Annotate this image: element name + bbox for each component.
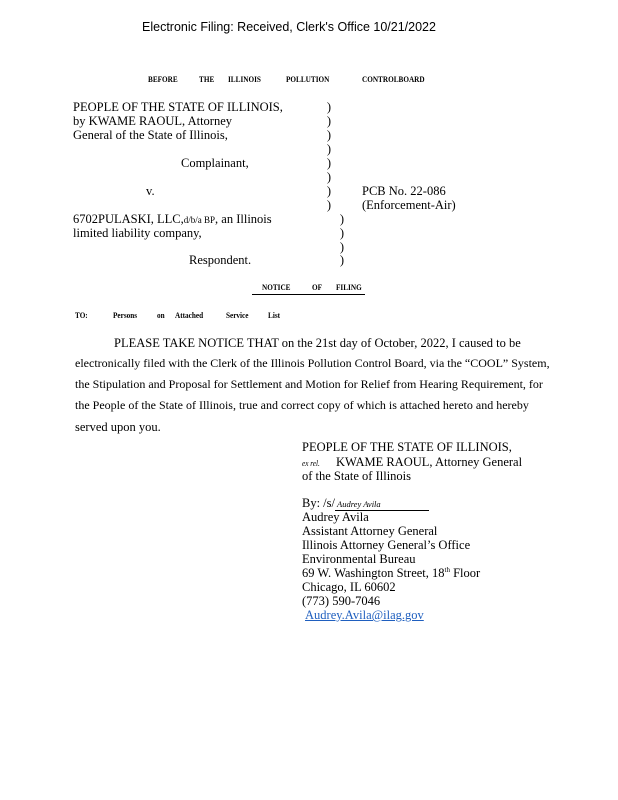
electronic-filing-header: Electronic Filing: Received, Clerk's Office 10/21/2022 [142, 20, 436, 34]
caption-complainant-line: by KWAME RAOUL, Attorney [73, 114, 233, 128]
board-title-word: CONTROLBOARD [362, 74, 425, 84]
board-title-word: POLLUTION [286, 74, 330, 84]
to-line-word: Service [226, 310, 249, 320]
caption-paren: ) [339, 212, 345, 226]
signer-email-link[interactable]: Audrey.Avila@ilag.gov [305, 608, 424, 622]
to-line-word: on [157, 310, 165, 320]
signer-bureau: Environmental Bureau [302, 552, 416, 566]
signature-line: of the State of Illinois [302, 469, 412, 483]
caption-complainant-role: Complainant, [181, 156, 249, 170]
signature-line: PEOPLE OF THE STATE OF ILLINOIS, [302, 440, 512, 454]
caption-paren: ) [326, 156, 332, 170]
signer-phone: (773) 590-7046 [302, 594, 381, 608]
signer-office: Illinois Attorney General’s Office [302, 538, 471, 552]
notice-title [252, 280, 365, 295]
respondent-dba: d/b/a BP [183, 215, 216, 225]
signature-line [302, 455, 522, 469]
street-address: 69 W. Washington Street, 18 [302, 566, 445, 581]
caption-paren: ) [326, 170, 332, 184]
caption-paren: ) [326, 100, 332, 114]
case-type: (Enforcement-Air) [362, 198, 456, 212]
by-label: By: /s/ [302, 496, 335, 510]
street-ordinal: th [444, 566, 450, 574]
street-floor: Floor [449, 566, 481, 581]
caption-respondent-line [73, 212, 272, 226]
body-line: electronically filed with the Clerk of the Illinois Pollution Control Board, via the “COOL” System, [75, 356, 550, 370]
board-title-word: BEFORE [148, 74, 178, 84]
notice-title-word: OF [312, 282, 323, 292]
to-label: TO: [75, 310, 88, 320]
notice-title-word: NOTICE [262, 282, 291, 292]
body-line: the Stipulation and Proposal for Settlement and Motion for Relief from Hearing Requirement, for [75, 377, 543, 391]
board-title-word: ILLINOIS [228, 74, 261, 84]
board-title-word: THE [199, 74, 215, 84]
case-number: PCB No. 22-086 [362, 184, 446, 198]
body-line: PLEASE TAKE NOTICE THAT on the 21st day of October, 2022, I caused to be [114, 336, 521, 350]
body-line: served upon you. [75, 420, 161, 434]
caption-respondent-line: limited liability company, [73, 226, 202, 240]
caption-paren: ) [326, 114, 332, 128]
respondent-type: , an Illinois [215, 212, 272, 226]
signer-street [302, 566, 480, 581]
signer-name: Audrey Avila [302, 510, 369, 524]
caption-paren: ) [326, 184, 332, 198]
signer-title: Assistant Attorney General [302, 524, 438, 538]
caption-versus: v. [146, 184, 155, 198]
caption-paren: ) [326, 198, 332, 212]
caption-respondent-role: Respondent. [189, 253, 252, 267]
caption-paren: ) [339, 253, 345, 267]
caption-paren: ) [326, 142, 332, 156]
signature-mark: Audrey Avila [337, 499, 381, 509]
to-line-word: Persons [113, 310, 138, 320]
to-line-word: List [268, 310, 281, 320]
body-line: the People of the State of Illinois, true and correct copy of which is attached hereto and hereby [75, 398, 529, 412]
caption-paren: ) [339, 240, 345, 254]
caption-paren: ) [339, 226, 345, 240]
notice-title-word: FILING [336, 282, 362, 292]
respondent-name: 6702PULASKI, LLC, [73, 212, 184, 226]
attorney-general-line: KWAME RAOUL, Attorney General [336, 455, 523, 469]
caption-complainant-line: General of the State of Illinois, [73, 128, 228, 142]
signer-city: Chicago, IL 60602 [302, 580, 396, 594]
to-line-word: Attached [175, 310, 204, 320]
caption-paren: ) [326, 128, 332, 142]
caption-complainant-line: PEOPLE OF THE STATE OF ILLINOIS, [73, 100, 283, 114]
ex-rel-label: ex rel. [302, 458, 320, 468]
